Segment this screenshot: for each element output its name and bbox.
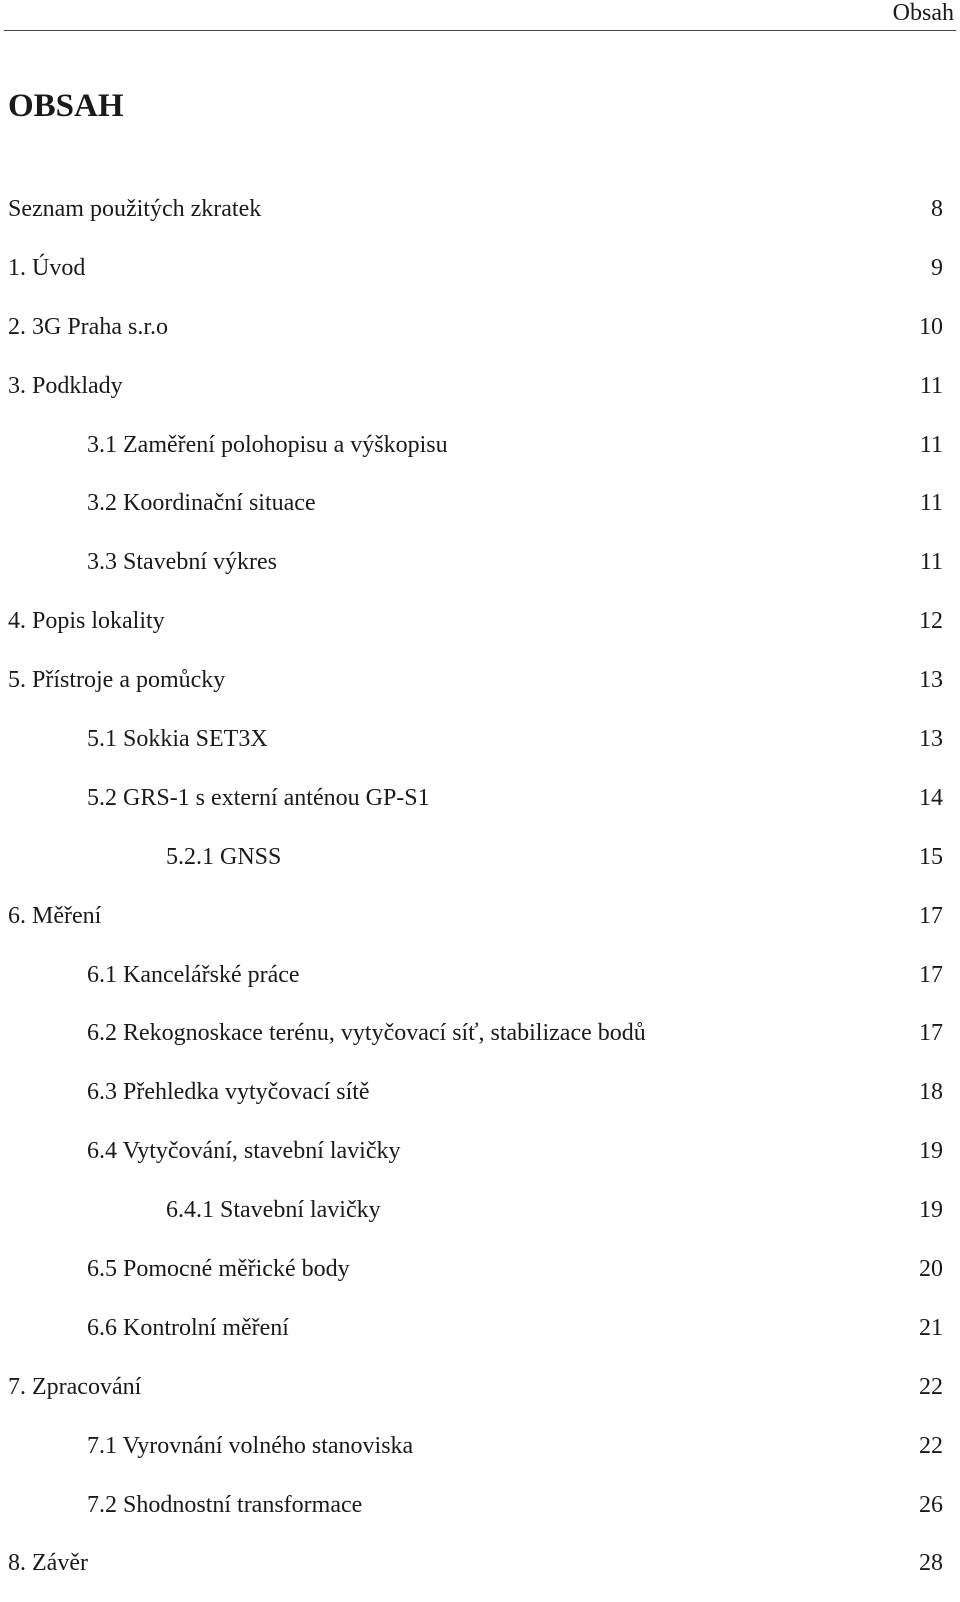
toc-entry-label: 6.2 Rekognoskace terénu, vytyčovací síť, stabilizace bodů xyxy=(87,1020,646,1047)
toc-entry-label: 1. Úvod xyxy=(8,254,86,281)
toc-entry-page-number: 13 xyxy=(919,726,943,753)
toc-entry[interactable] xyxy=(0,366,960,425)
toc-entry-label: 6.1 Kancelářské práce xyxy=(87,961,300,988)
toc-entry-label: 5.2 GRS-1 s externí anténou GP-S1 xyxy=(87,784,430,811)
toc-entry[interactable] xyxy=(0,1543,960,1602)
toc-entry-page-number: 10 xyxy=(919,313,943,340)
page-title: OBSAH xyxy=(8,88,124,124)
toc-entry[interactable] xyxy=(0,189,960,248)
toc-entry-page-number: 8 xyxy=(931,196,943,222)
toc-entry-page-number: 13 xyxy=(919,667,943,694)
toc-entry[interactable] xyxy=(0,1013,960,1072)
toc-entry[interactable] xyxy=(0,601,960,660)
toc-entry-label: 7.2 Shodnostní transformace xyxy=(87,1491,363,1518)
toc-entry[interactable] xyxy=(0,778,960,837)
toc-entry[interactable] xyxy=(0,896,960,955)
toc-entry-page-number: 17 xyxy=(919,1020,943,1047)
toc-entry-page-number: 9 xyxy=(931,254,943,281)
toc-entry-label: 6.5 Pomocné měřické body xyxy=(87,1256,350,1283)
toc-entry-label: 3.1 Zaměření polohopisu a výškopisu xyxy=(87,431,448,458)
toc-entry-label: 5. Přístroje a pomůcky xyxy=(8,667,226,694)
running-header: Obsah xyxy=(892,0,954,26)
toc-entry[interactable] xyxy=(0,719,960,778)
toc-entry[interactable] xyxy=(0,542,960,601)
toc-entry-page-number: 22 xyxy=(919,1373,943,1400)
toc-entry-page-number: 11 xyxy=(919,490,943,517)
toc-entry-label: 6.4.1 Stavební lavičky xyxy=(166,1197,381,1224)
toc-entry[interactable] xyxy=(0,425,960,484)
toc-entry[interactable] xyxy=(0,955,960,1014)
toc-entry-label: 3.3 Stavební výkres xyxy=(87,549,277,576)
toc-entry-page-number: 19 xyxy=(919,1197,943,1224)
toc-entry[interactable] xyxy=(0,1190,960,1249)
toc-entry[interactable] xyxy=(0,660,960,719)
toc-entry-page-number: 11 xyxy=(919,431,943,458)
toc-entry-label: 5.1 Sokkia SET3X xyxy=(87,726,268,753)
toc-entry-page-number: 26 xyxy=(919,1491,943,1518)
toc-entry-page-number: 20 xyxy=(919,1256,943,1283)
toc-entry-page-number: 19 xyxy=(919,1138,943,1165)
toc-entry-label: 6.3 Přehledka vytyčovací sítě xyxy=(87,1079,370,1106)
toc-entry[interactable] xyxy=(0,1072,960,1131)
toc-entry-label: 6. Měření xyxy=(8,902,102,929)
toc-entry[interactable] xyxy=(0,1131,960,1190)
toc-entry-page-number: 22 xyxy=(919,1432,943,1459)
toc-entry-page-number: 17 xyxy=(919,902,943,929)
toc-entry-page-number: 17 xyxy=(919,961,943,988)
toc-entry[interactable] xyxy=(0,483,960,542)
toc-entry-label: 4. Popis lokality xyxy=(8,608,165,635)
toc-entry-label: 5.2.1 GNSS xyxy=(166,843,282,870)
toc-entry-label: Seznam použitých zkratek xyxy=(8,196,262,222)
toc-entry-page-number: 14 xyxy=(919,784,943,811)
toc-entry-page-number: 28 xyxy=(919,1550,943,1577)
toc-entry-page-number: 15 xyxy=(919,843,943,870)
page-header xyxy=(4,0,956,31)
toc-entry-label: 3. Podklady xyxy=(8,372,123,399)
toc-entry[interactable] xyxy=(0,1249,960,1308)
toc-entry[interactable] xyxy=(0,837,960,896)
table-of-contents xyxy=(0,189,960,1602)
toc-entry-label: 7.1 Vyrovnání volného stanoviska xyxy=(87,1432,414,1459)
toc-entry[interactable] xyxy=(0,1308,960,1367)
toc-entry-label: 7. Zpracování xyxy=(8,1373,142,1400)
toc-entry-page-number: 11 xyxy=(919,372,943,399)
toc-entry-page-number: 12 xyxy=(919,608,943,635)
toc-entry[interactable] xyxy=(0,307,960,366)
toc-entry-label: 6.4 Vytyčování, stavební lavičky xyxy=(87,1138,401,1165)
toc-entry-label: 6.6 Kontrolní měření xyxy=(87,1314,289,1341)
toc-entry-page-number: 18 xyxy=(919,1079,943,1106)
toc-entry-label: 2. 3G Praha s.r.o xyxy=(8,313,168,340)
toc-entry-page-number: 21 xyxy=(919,1314,943,1341)
toc-entry-label: 8. Závěr xyxy=(8,1550,88,1577)
toc-entry-label: 3.2 Koordinační situace xyxy=(87,490,316,517)
toc-entry[interactable] xyxy=(0,1367,960,1426)
toc-entry-page-number: 11 xyxy=(919,549,943,576)
toc-entry[interactable] xyxy=(0,1485,960,1544)
toc-entry[interactable] xyxy=(0,1426,960,1485)
toc-entry[interactable] xyxy=(0,248,960,307)
